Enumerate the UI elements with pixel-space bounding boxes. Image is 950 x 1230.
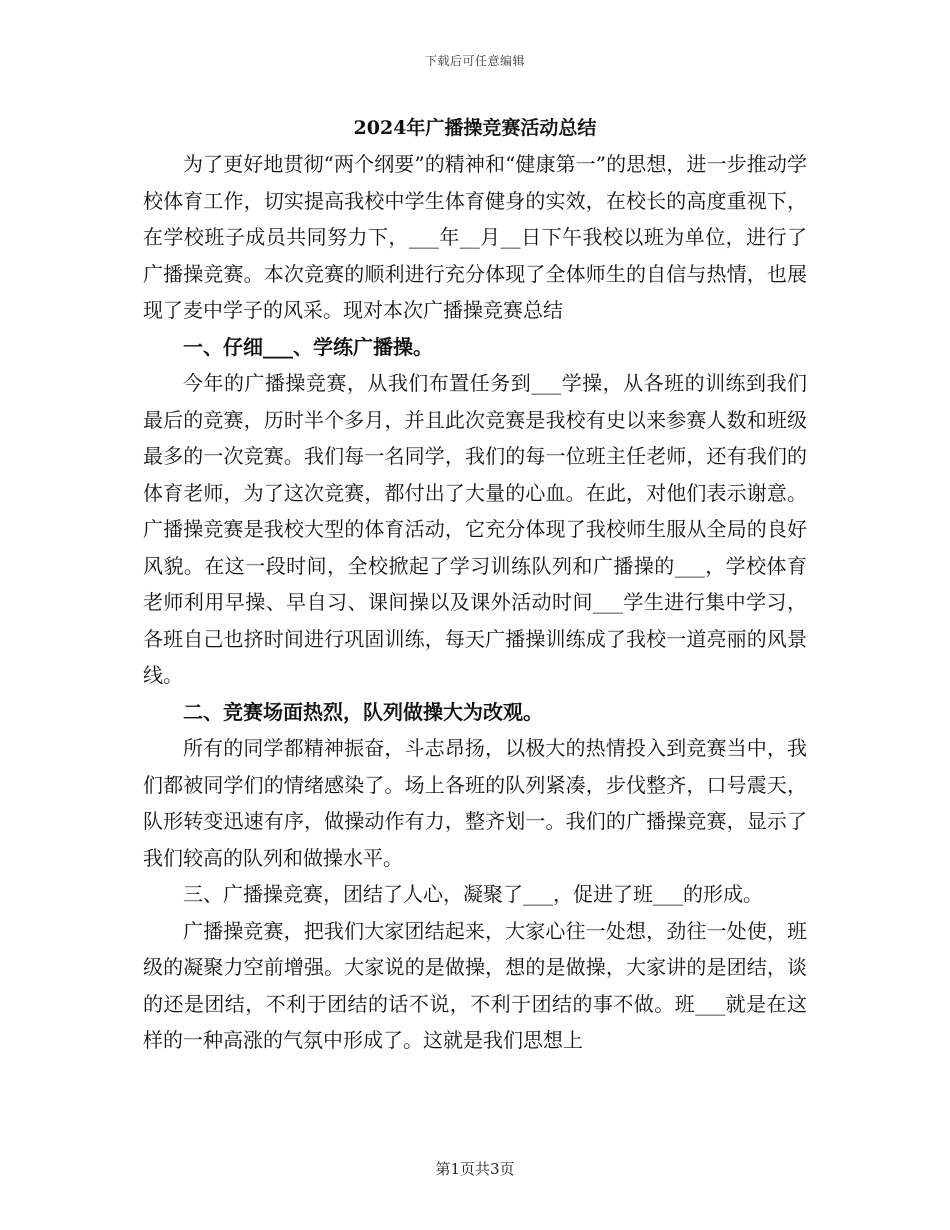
document-title: 2024年广播操竞赛活动总结 [353,117,597,139]
section-3-body: 广播操竞赛，把我们大家团结起来，大家心往一处想，劲往一处使，班级的凝聚力空前增强。大家说的是做操，想的是做操，大家讲的是团结，谈的还是团结，不利于团结的话不说，不利于团结的事不做。班___就是在这样的一种高涨的气氛中形成了。这就是我们思想上 [143,918,807,1052]
section-2-heading: 二、竞赛场面热烈，队列做操大为改观。 [183,699,543,724]
section-2-body: 所有的同学都精神振奋，斗志昂扬，以极大的热情投入到竞赛当中，我们都被同学们的情绪感染了。场上各班的队列紧凑，步伐整齐，口号震天，队形转变迅速有序，做操动作有力，整齐划一。我们的广播操竞赛，显示了我们较高的队列和做操水平。 [143,736,807,870]
document-page [143,110,807,1059]
page-number: 第1页共3页 [435,1160,515,1178]
section-1-heading: 一、仔细___、学练广播操。 [183,334,433,359]
section-3-heading: 三、广播操竞赛，团结了人心，凝聚了___，促进了班___的形成。 [183,882,763,906]
header-note: 下载后可任意编辑 [424,54,525,68]
intro-paragraph: 为了更好地贯彻“两个纲要”的精神和“健康第一”的思想，进一步推动学校体育工作，切实提高我校中学生体育健身的实效，在校长的高度重视下，在学校班子成员共同努力下，___年__月__日下午我校以班为单位，进行了广播操竞赛。本次竞赛的顺利进行充分体现了全体师生的自信与热情，也展现了麦中学子的风采。现对本次广播操竞赛总结 [143,152,807,322]
section-1-body: 今年的广播操竞赛，从我们布置任务到___学操，从各班的训练到我们最后的竞赛，历时半个多月，并且此次竞赛是我校有史以来参赛人数和班级最多的一次竞赛。我们每一名同学，我们的每一位班主任老师，还有我们的体育老师，为了这次竞赛，都付出了大量的心血。在此，对他们表示谢意。广播操竞赛是我校大型的体育活动，它充分体现了我校师生服从全局的良好风貌。在这一段时间，全校掀起了学习训练队列和广播操的___，学校体育老师利用早操、早自习、课间操以及课外活动时间___学生进行集中学习，各班自己也挤时间进行巩固训练，每天广播操训练成了我校一道亮丽的风景线。 [143,371,807,687]
